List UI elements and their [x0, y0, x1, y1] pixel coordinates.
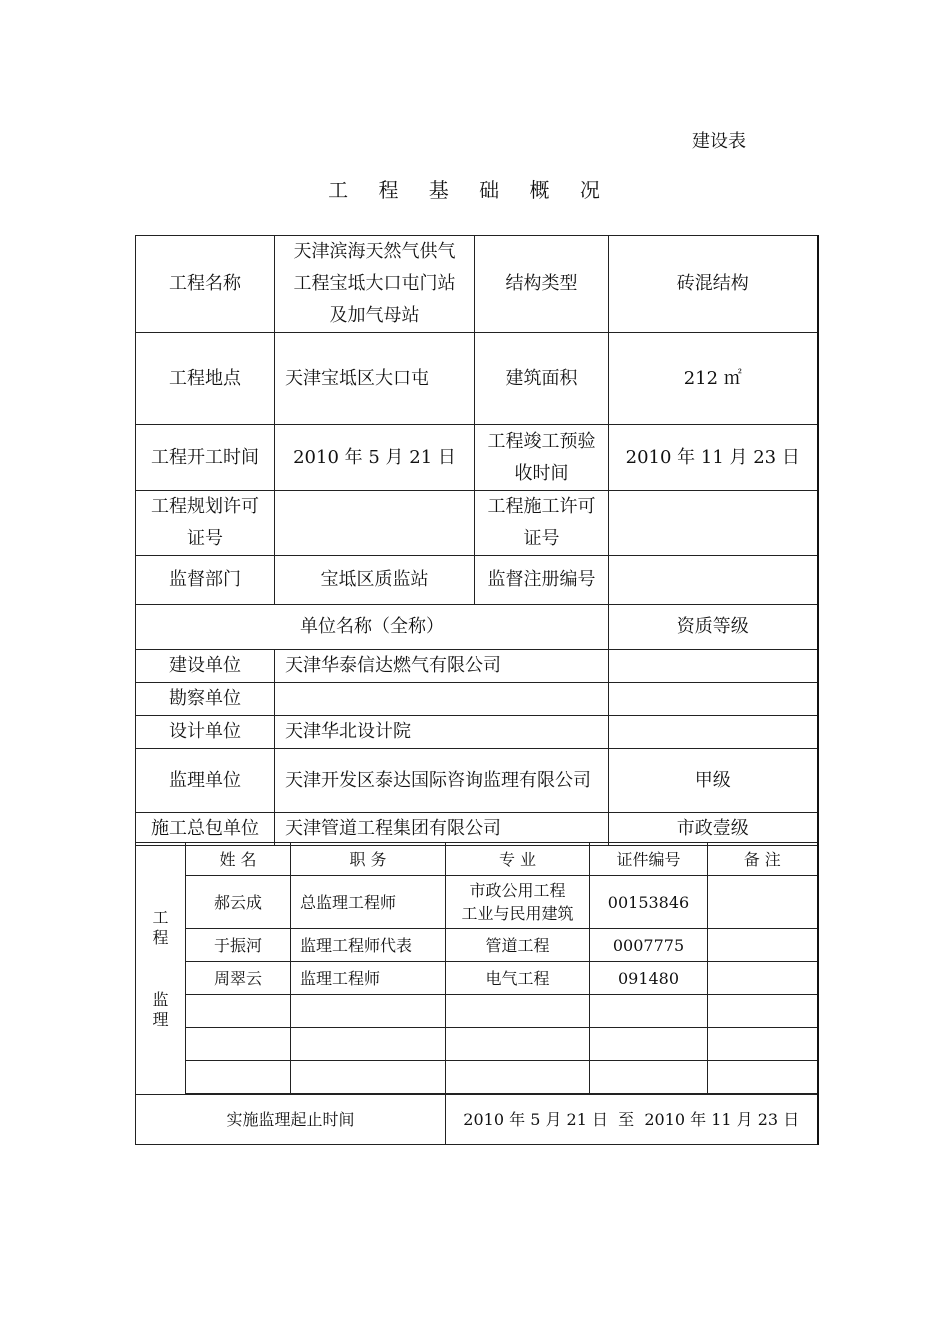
- supervision-reg-value: [609, 556, 818, 605]
- staff-remark: [708, 962, 818, 995]
- unit-grade: [609, 716, 818, 749]
- table-row: [136, 1028, 818, 1061]
- staff-cert: 091480: [590, 962, 708, 995]
- planning-permit-value: [275, 491, 475, 556]
- empty-cell: [708, 1028, 818, 1061]
- acceptance-date-value: 2010 年 11 月 23 日: [609, 425, 818, 491]
- staff-name: 周翠云: [186, 962, 291, 995]
- supervision-dept-value: 宝坻区质监站: [275, 556, 475, 605]
- unit-role: 勘察单位: [136, 683, 275, 716]
- unit-grade: [609, 650, 818, 683]
- table-row: [136, 556, 818, 605]
- unit-role: 施工总包单位: [136, 813, 275, 846]
- table-row: [136, 843, 818, 876]
- structure-type-value: 砖混结构: [609, 236, 818, 333]
- building-area-value: 212 ㎡: [609, 333, 818, 425]
- empty-cell: [446, 1061, 590, 1094]
- empty-cell: [291, 1028, 446, 1061]
- document-title: 工 程 基 础 概 况: [328, 178, 612, 202]
- table-row: [136, 605, 818, 650]
- structure-type-label: 结构类型: [475, 236, 609, 333]
- unit-name: 天津华泰信达燃气有限公司: [275, 650, 609, 683]
- unit-name: 天津华北设计院: [275, 716, 609, 749]
- table-row: [136, 749, 818, 813]
- table-row: [136, 929, 818, 962]
- staff-remark: [708, 876, 818, 929]
- supervision-side-label: [136, 843, 186, 1095]
- header-specialty: 专 业: [446, 843, 590, 876]
- staff-cert: 00153846: [590, 876, 708, 929]
- table-row: [136, 491, 818, 556]
- side-label-top: 工程: [152, 907, 169, 947]
- project-name-label: 工程名称: [136, 236, 275, 333]
- table-row: [136, 962, 818, 995]
- staff-specialty: 电气工程: [446, 962, 590, 995]
- empty-cell: [186, 1028, 291, 1061]
- unit-role: 建设单位: [136, 650, 275, 683]
- empty-cell: [708, 1061, 818, 1094]
- planning-permit-label: 工程规划许可证号: [136, 491, 275, 556]
- header-cert: 证件编号: [590, 843, 708, 876]
- unit-name-header: 单位名称（全称）: [136, 605, 609, 650]
- empty-cell: [291, 995, 446, 1028]
- header-position: 职 务: [291, 843, 446, 876]
- unit-name: 天津管道工程集团有限公司: [275, 813, 609, 846]
- empty-cell: [708, 995, 818, 1028]
- empty-cell: [590, 1061, 708, 1094]
- header-name: 姓 名: [186, 843, 291, 876]
- staff-name: 于振河: [186, 929, 291, 962]
- staff-cert: 0007775: [590, 929, 708, 962]
- table-row: [136, 236, 818, 333]
- table-row: [136, 333, 818, 425]
- empty-cell: [590, 995, 708, 1028]
- staff-position: 监理工程师: [291, 962, 446, 995]
- acceptance-date-label: 工程竣工预验收时间: [475, 425, 609, 491]
- staff-specialty-line: 市政公用工程: [469, 881, 566, 900]
- table-row: [136, 876, 818, 929]
- project-info-table: [135, 235, 819, 846]
- staff-position: 监理工程师代表: [291, 929, 446, 962]
- supervision-period-label: 实施监理起止时间: [136, 1095, 446, 1145]
- empty-cell: [446, 1028, 590, 1061]
- supervision-dept-label: 监督部门: [136, 556, 275, 605]
- unit-role: 设计单位: [136, 716, 275, 749]
- table-row: [136, 1095, 818, 1145]
- table-row: [136, 683, 818, 716]
- project-name-value: 天津滨海天然气供气工程宝坻大口屯门站及加气母站: [275, 236, 475, 333]
- table-row: [136, 995, 818, 1028]
- unit-name: [275, 683, 609, 716]
- construction-permit-label: 工程施工许可证号: [475, 491, 609, 556]
- unit-role: 监理单位: [136, 749, 275, 813]
- table-row: [136, 716, 818, 749]
- supervision-period-value: 2010 年 5 月 21 日 至 2010 年 11 月 23 日: [446, 1095, 818, 1145]
- empty-cell: [446, 995, 590, 1028]
- staff-specialty: [446, 876, 590, 929]
- staff-specialty: 管道工程: [446, 929, 590, 962]
- table-row: [136, 425, 818, 491]
- supervision-staff-table: [135, 842, 819, 1145]
- unit-name: 天津开发区泰达国际咨询监理有限公司: [275, 749, 609, 813]
- table-row: [136, 813, 818, 846]
- staff-position: 总监理工程师: [291, 876, 446, 929]
- staff-name: 郝云成: [186, 876, 291, 929]
- staff-specialty-line: 工业与民用建筑: [461, 904, 574, 923]
- unit-grade: [609, 683, 818, 716]
- building-area-label: 建筑面积: [475, 333, 609, 425]
- empty-cell: [186, 1061, 291, 1094]
- side-label-bottom: 监理: [152, 989, 169, 1029]
- construction-permit-value: [609, 491, 818, 556]
- unit-grade: 甲级: [609, 749, 818, 813]
- project-location-label: 工程地点: [136, 333, 275, 425]
- header-remark: 备 注: [708, 843, 818, 876]
- empty-cell: [186, 995, 291, 1028]
- unit-grade: 市政壹级: [609, 813, 818, 846]
- start-date-value: 2010 年 5 月 21 日: [275, 425, 475, 491]
- qualification-grade-header: 资质等级: [609, 605, 818, 650]
- empty-cell: [291, 1061, 446, 1094]
- table-row: [136, 650, 818, 683]
- supervision-reg-label: 监督注册编号: [475, 556, 609, 605]
- empty-cell: [590, 1028, 708, 1061]
- start-date-label: 工程开工时间: [136, 425, 275, 491]
- staff-remark: [708, 929, 818, 962]
- form-code: 建设表: [692, 131, 746, 152]
- table-row: [136, 1061, 818, 1094]
- project-location-value: 天津宝坻区大口屯: [275, 333, 475, 425]
